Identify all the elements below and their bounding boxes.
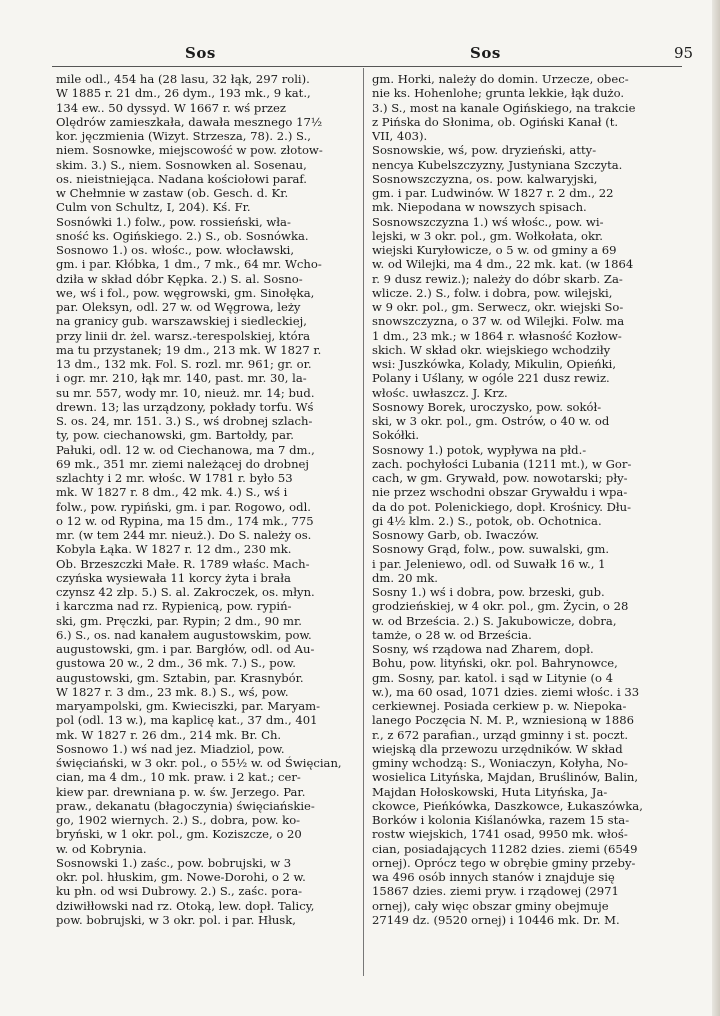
text-line: Sokółki. — [372, 428, 420, 443]
text-line: 1 dm., 23 mk.; w 1864 r. własność Kozłow- — [372, 328, 622, 343]
text-line: pol (odl. 13 w.), ma kaplicę kat., 37 dm., 401 — [56, 713, 318, 728]
text-line: gminy wchodzą: S., Woniaczyn, Kołyha, No- — [372, 756, 628, 770]
text-line: skich. W skład okr. wiejskiego wchodziły — [372, 342, 611, 357]
text-line: lanego Poczęcia N. M. P., wzniesioną w 1886 — [372, 713, 635, 728]
text-line: gi 4½ klm. 2.) S., potok, ob. Ochotnica. — [372, 513, 602, 528]
text-line: o 12 w. od Rypina, ma 15 dm., 174 mk., 775 — [56, 513, 314, 528]
text-line: Bohu, pow. lityński, okr. pol. Bahrynowce, — [372, 656, 618, 671]
text-line: niem. Sosnowke, miejscowość w pow. złotow- — [56, 143, 323, 158]
text-line: wosielica Lityńska, Majdan, Bruślinów, Balin, — [372, 770, 639, 785]
text-line: czyńska wysiewała 11 korcy żyta i brała — [56, 570, 291, 585]
text-line: na granicy gub. warszawskiej i siedleckiej, — [56, 314, 307, 329]
text-line: wiejską dla przewozu urzędników. W skład — [372, 741, 623, 756]
text-line: nie ks. Hohenlohe; grunta lekkie, łąk dużo. — [372, 86, 625, 101]
text-line: wlicze. 2.) S., folw. i dobra, pow. wilejski, — [372, 285, 613, 300]
text-line: Sosny 1.) wś i dobra, pow. brzeski, gub. — [372, 585, 605, 599]
text-line: par. Oleksyn, odl. 27 w. od Węgrowa, leży — [56, 300, 301, 314]
text-line: z Pińska do Słonima, ob. Ogiński Kanał (t. — [372, 114, 619, 129]
text-line: 69 mk., 351 mr. ziemi należącej do drobnej — [56, 456, 310, 471]
page-number: 95 — [674, 44, 694, 62]
text-line: szlachty i 2 mr. włośc. W 1781 r. było 53 — [56, 471, 293, 485]
text-line: we, wś i fol., pow. węgrowski, gm. Sinołęka, — [56, 285, 315, 300]
text-line: Sosnowski 1.) zaśc., pow. bobrujski, w 3 — [56, 855, 292, 870]
text-line: ski, gm. Pręczki, par. Rypin; 2 dm., 90 mr. — [56, 613, 302, 628]
text-line: kor. jęczmienia (Wizyt. Strzesza, 78). 2.) S., — [56, 129, 311, 143]
text-line: cian, ma 4 dm., 10 mk. praw. i 2 kat.; cer- — [56, 770, 301, 785]
text-line: ski, w 3 okr. pol., gm. Ostrów, o 40 w. od — [372, 414, 610, 428]
text-line: tamże, o 28 w. od Brześcia. — [372, 627, 532, 642]
text-line: kiew par. drewniana p. w. św. Jerzego. Par. — [56, 784, 306, 799]
text-line: 3.) S., most na kanale Ogińskiego, na trakcie — [372, 100, 636, 115]
text-line: przy linii dr. żel. warsz.-terespolskiej, która — [56, 328, 311, 343]
text-line: Sosnowszczyzna 1.) wś włośc., pow. wi- — [372, 214, 604, 229]
text-line: lejski, w 3 okr. pol., gm. Wołkołata, okr. — [372, 228, 603, 243]
right-column — [372, 72, 672, 927]
text-line: Sosnowszczyzna, os. pow. kalwaryjski, — [372, 171, 598, 186]
text-line: r. 9 dusz rewiz.); należy do dóbr skarb. Za- — [372, 271, 623, 286]
text-line: snowszczyzna, o 37 w. od Wilejki. Folw. ma — [372, 314, 625, 329]
text-line: w. od Kobrynia. — [56, 841, 147, 856]
text-line: gm. Sosny, par. katol. i sąd w Litynie (o 4 — [372, 670, 614, 685]
text-line: ku płn. od wsi Dubrowy. 2.) S., zaśc. pora- — [56, 884, 303, 899]
text-line: Majdan Hołoskowski, Huta Lityńska, Ja- — [372, 784, 608, 799]
text-line: wiejski Kuryłowicze, o 5 w. od gminy a 69 — [372, 243, 617, 257]
text-line: cach, w gm. Grywałd, pow. nowotarski; pły- — [372, 471, 628, 485]
text-line: w.), ma 60 osad, 1071 dzies. ziemi włośc. i 33 — [372, 684, 640, 699]
text-line: mile odl., 454 ha (28 lasu, 32 łąk, 297 roli). — [56, 72, 310, 86]
text-line: wsi: Juszkówka, Kolady, Mikulin, Opieńki, — [372, 357, 617, 371]
text-line: drewn. 13; las urządzony, pokłady torfu. Wś — [56, 399, 314, 414]
text-line: 134 ew.. 50 dyssyd. W 1667 r. wś przez — [56, 100, 286, 115]
text-line: dziła w skład dóbr Kępka. 2.) S. al. Sosno- — [56, 271, 303, 286]
text-line: Sosnowo 1.) wś nad jez. Miadziol, pow. — [56, 741, 285, 756]
text-line: Borków i kolonia Kiślanówka, razem 15 sta- — [372, 813, 630, 827]
text-line: i par. Jeleniewo, odl. od Suwałk 16 w., 1 — [372, 556, 606, 571]
text-line: sność ks. Ogińskiego. 2.) S., ob. Sosnówka. — [56, 228, 309, 243]
text-line: ornej), cały więc obszar gminy obejmuje — [372, 898, 609, 913]
text-line: dziwiłłowski nad rz. Otoką, lew. dopł. Talicy, — [56, 898, 315, 913]
text-line: ma tu przystanek; 19 dm., 213 mk. W 1827 r. — [56, 342, 322, 357]
text-line: praw., dekanatu (błagoczynia) święciańskie- — [56, 798, 315, 813]
text-line: W 1885 r. 21 dm., 26 dym., 193 mk., 9 kat., — [56, 86, 311, 101]
text-line: go, 1902 wiernych. 2.) S., dobra, pow. ko- — [56, 813, 301, 827]
text-line: r., z 672 parafian., urząd gminny i st. poczt. — [372, 727, 629, 742]
text-line: VII, 403). — [372, 129, 428, 143]
text-line: 13 dm., 132 mk. Fol. S. rozl. mr. 961; gr. or. — [56, 357, 312, 371]
text-line: Culm von Schultz, I, 204). Kś. Fr. — [56, 200, 251, 215]
header-rule — [52, 66, 682, 67]
text-line: S. os. 24, mr. 151. 3.) S., wś drobnej szlach- — [56, 414, 313, 428]
text-line: nencya Kubelszczyzny, Justyniana Szczyta. — [372, 157, 623, 172]
text-line: Sosnowy 1.) potok, wypływa na płd.- — [372, 442, 587, 457]
text-line: skim. 3.) S., niem. Sosnowken al. Sosenau, — [56, 157, 307, 172]
text-line: święciański, w 3 okr. pol., o 55½ w. od Święcian, — [56, 756, 342, 770]
text-line: folw., pow. rypiński, gm. i par. Rogowo, odl. — [56, 499, 311, 514]
text-line: Olędrów zamieszkała, dawała mesznego 17½ — [56, 114, 323, 129]
text-line: cerkiewnej. Posiada cerkiew p. w. Niepoka- — [372, 699, 627, 713]
text-line: wa 496 osób innych stanów i znajduje się — [372, 870, 615, 884]
text-line: okr. pol. hłuskim, gm. Nowe-Dorohi, o 2 w. — [56, 870, 306, 884]
text-line: 6.) S., os. nad kanałem augustowskim, pow. — [56, 627, 312, 642]
text-line: Sosnowy Garb, ob. Iwaczów. — [372, 528, 539, 542]
text-line: Kobyla Łąka. W 1827 r. 12 dm., 230 mk. — [56, 542, 292, 557]
text-line: ty, pow. ciechanowski, gm. Bartołdy, par. — [56, 428, 294, 443]
text-line: 15867 dzies. ziemi pryw. i rządowej (2971 — [372, 884, 619, 899]
text-line: w. od Brześcia. 2.) S. Jakubowicze, dobra, — [372, 613, 617, 628]
text-line: gm. i par. Kłóbka, 1 dm., 7 mk., 64 mr. Wcho- — [56, 257, 322, 272]
running-head-right: Sos — [470, 44, 501, 62]
text-line: nie przez wschodni obszar Grywałdu i wpa- — [372, 485, 628, 500]
text-line: W 1827 r. 3 dm., 23 mk. 8.) S., wś, pow. — [56, 684, 289, 699]
text-line: Sosnowy Grąd, folw., pow. suwalski, gm. — [372, 542, 610, 557]
text-line: Sosny, wś rządowa nad Zharem, dopł. — [372, 642, 594, 656]
left-column — [56, 72, 356, 927]
text-line: Ob. Brzeszczki Małe. R. 1789 właśc. Mach- — [56, 556, 310, 571]
text-line: gm. Horki, należy do domin. Urzecze, obec- — [372, 72, 629, 86]
text-line: su mr. 557, wody mr. 10, nieuż. mr. 14; bud. — [56, 385, 315, 400]
text-line: os. nieistniejąca. Nadana kościołowi paraf. — [56, 171, 307, 186]
text-line: Sosnowy Borek, uroczysko, pow. sokół- — [372, 399, 602, 414]
text-line: mk. Niepodana w nowszych spisach. — [372, 200, 587, 215]
text-line: 27149 dz. (9520 ornej) i 10446 mk. Dr. M. — [372, 912, 620, 927]
text-line: da do pot. Polenickiego, dopł. Krośnicy. Dłu- — [372, 499, 632, 514]
text-line: w. od Wilejki, ma 4 dm., 22 mk. kat. (w 1864 — [372, 257, 634, 272]
text-line: pow. bobrujski, w 3 okr. pol. i par. Hłusk, — [56, 912, 296, 927]
page-edge-shadow — [712, 0, 720, 1016]
text-line: ckowce, Pieńkówka, Daszkowce, Łukaszówka, — [372, 798, 643, 813]
text-line: bryński, w 1 okr. pol., gm. Koziszcze, o 20 — [56, 827, 302, 842]
text-line: czynsz 42 złp. 5.) S. al. Zakroczek, os. młyn. — [56, 585, 315, 599]
text-line: Polany i Uślany, w ogóle 221 dusz rewiz. — [372, 371, 610, 386]
text-line: Sosnowo 1.) os. włośc., pow. włocławski, — [56, 243, 295, 257]
text-line: mk. W 1827 r. 26 dm., 214 mk. Br. Ch. — [56, 727, 282, 742]
text-line: i ogr. mr. 210, łąk mr. 140, past. mr. 30, la- — [56, 371, 307, 386]
text-line: i karczma nad rz. Rypienicą, pow. rypiń- — [56, 599, 292, 614]
text-line: maryampolski, gm. Kwieciszki, par. Maryam- — [56, 699, 321, 713]
text-line: augustowski, gm. i par. Bargłów, odl. od Au- — [56, 642, 315, 656]
text-line: dm. 20 mk. — [372, 570, 438, 585]
text-line: włośc. uwłaszcz. J. Krz. — [372, 385, 508, 400]
column-divider — [363, 68, 364, 976]
text-line: mr. (w tem 244 mr. nieuż.). Do S. należy os. — [56, 528, 312, 542]
text-line: gm. i par. Ludwinów. W 1827 r. 2 dm., 22 — [372, 186, 614, 200]
text-line: Sosnowskie, wś, pow. dryzieński, atty- — [372, 143, 597, 158]
text-line: cian, posiadających 11282 dzies. ziemi (6549 — [372, 841, 638, 856]
text-line: mk. W 1827 r. 8 dm., 42 mk. 4.) S., wś i — [56, 485, 288, 500]
text-line: zach. pochyłości Lubania (1211 mt.), w Gor- — [372, 456, 632, 471]
text-line: rostw wiejskich, 1741 osad, 9950 mk. włoś- — [372, 827, 628, 842]
text-line: Sosnówki 1.) folw., pow. rossieński, wła- — [56, 214, 291, 229]
text-line: w 9 okr. pol., gm. Serwecz, okr. wiejski So- — [372, 300, 624, 314]
text-line: ornej). Oprócz tego w obrębie gminy przeby- — [372, 855, 636, 870]
text-line: gustowa 20 w., 2 dm., 36 mk. 7.) S., pow. — [56, 656, 296, 671]
text-line: grodzieńskiej, w 4 okr. pol., gm. Życin, o 28 — [372, 599, 629, 614]
text-line: w Chełmnie w zastaw (ob. Gesch. d. Kr. — [56, 186, 289, 200]
running-head-left: Sos — [185, 44, 216, 62]
text-line: augustowski, gm. Sztabin, par. Krasnybór. — [56, 670, 304, 685]
text-line: Pałuki, odl. 12 w. od Ciechanowa, ma 7 dm., — [56, 442, 315, 457]
